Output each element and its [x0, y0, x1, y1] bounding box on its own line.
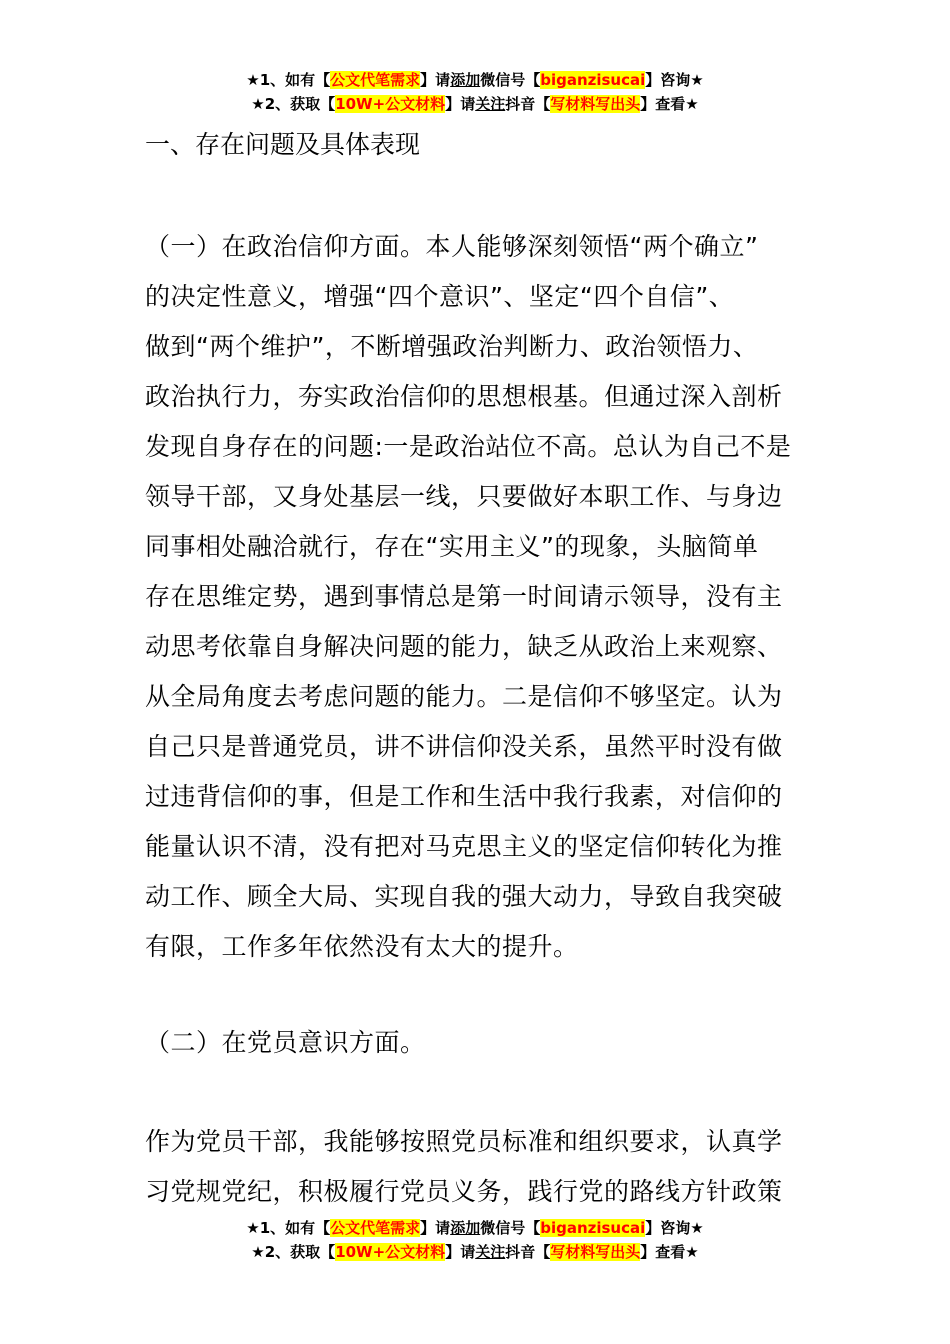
paragraph-line: 的决定性意义，增强“四个意识”、坚定“四个自信”、 — [145, 282, 735, 311]
banner-text: 微信号【 — [480, 1219, 541, 1237]
banner-text: 】请 — [420, 71, 451, 89]
paragraph-party-awareness-body — [145, 1117, 815, 1217]
banner-text: 抖音【 — [505, 95, 551, 113]
banner-text: ★2、获取【 — [251, 1243, 336, 1261]
banner-text: 】查看★ — [640, 1243, 699, 1261]
banner-highlight: 写材料写出头 — [550, 1243, 641, 1261]
paragraph-line: 存在思维定势，遇到事情总是第一时间请示领导，没有主 — [145, 582, 783, 611]
banner-text: 】请 — [445, 95, 476, 113]
banner-emphasis: 添加 — [450, 71, 481, 89]
paragraph-political-belief — [145, 222, 815, 972]
header-banner — [0, 68, 950, 116]
paragraph-line: 领导干部，又身处基层一线，只要做好本职工作、与身边 — [145, 482, 783, 511]
banner-text: 抖音【 — [505, 1243, 551, 1261]
paragraph-line: 同事相处融洽就行，存在“实用主义”的现象，头脑简单 — [145, 532, 759, 561]
paragraph-line: （一）在政治信仰方面。本人能够深刻领悟“两个确立” — [145, 232, 759, 261]
banner-text: 】请 — [420, 1219, 451, 1237]
footer-banner — [0, 1216, 950, 1264]
banner-highlight: 10W+公文材料 — [335, 1243, 446, 1261]
banner-text: ★1、如有【 — [246, 71, 331, 89]
banner-text: ★2、获取【 — [251, 95, 336, 113]
banner-emphasis: 添加 — [450, 1219, 481, 1237]
banner-text: ★1、如有【 — [246, 1219, 331, 1237]
banner-highlight: 10W+公文材料 — [335, 95, 446, 113]
banner-highlight: 公文代笔需求 — [330, 1219, 421, 1237]
paragraph-line: （二）在党员意识方面。 — [145, 1028, 426, 1057]
paragraph-line: 过违背信仰的事，但是工作和生活中我行我素，对信仰的 — [145, 782, 783, 811]
paragraph-line: 有限，工作多年依然没有太大的提升。 — [145, 932, 579, 961]
paragraph-line: 作为党员干部，我能够按照党员标准和组织要求，认真学 — [145, 1127, 783, 1156]
section-heading: 一、存在问题及具体表现 — [145, 130, 421, 159]
paragraph-line: 动思考依靠自身解决问题的能力，缺乏从政治上来观察、 — [145, 632, 783, 661]
banner-text: 】咨询★ — [645, 71, 704, 89]
paragraph-line: 从全局角度去考虑问题的能力。二是信仰不够坚定。认为 — [145, 682, 783, 711]
paragraph-line: 能量认识不清，没有把对马克思主义的坚定信仰转化为推 — [145, 832, 783, 861]
paragraph-line: 政治执行力，夯实政治信仰的思想根基。但通过深入剖析 — [145, 382, 783, 411]
banner-emphasis: 关注 — [475, 95, 506, 113]
paragraph-line: 动工作、顾全大局、实现自我的强大动力，导致自我突破 — [145, 882, 783, 911]
banner-text: 】查看★ — [640, 95, 699, 113]
paragraph-line: 做到“两个维护”，不断增强政治判断力、政治领悟力、 — [145, 332, 759, 361]
paragraph-line: 习党规党纪，积极履行党员义务，践行党的路线方针政策 — [145, 1177, 783, 1206]
banner-line-1 — [0, 68, 950, 92]
banner-highlight: biganzisucai — [540, 71, 646, 89]
banner-emphasis: 关注 — [475, 1243, 506, 1261]
paragraph-party-awareness-heading — [145, 1018, 815, 1068]
banner-text: 】请 — [445, 1243, 476, 1261]
banner-line-1 — [0, 1216, 950, 1240]
banner-highlight: 写材料写出头 — [550, 95, 641, 113]
banner-text: 微信号【 — [480, 71, 541, 89]
banner-line-2 — [0, 92, 950, 116]
banner-line-2 — [0, 1240, 950, 1264]
banner-highlight: 公文代笔需求 — [330, 71, 421, 89]
paragraph-line: 自己只是普通党员，讲不讲信仰没关系，虽然平时没有做 — [145, 732, 783, 761]
banner-highlight: biganzisucai — [540, 1219, 646, 1237]
banner-text: 】咨询★ — [645, 1219, 704, 1237]
paragraph-line: 发现自身存在的问题:一是政治站位不高。总认为自己不是 — [145, 432, 792, 461]
